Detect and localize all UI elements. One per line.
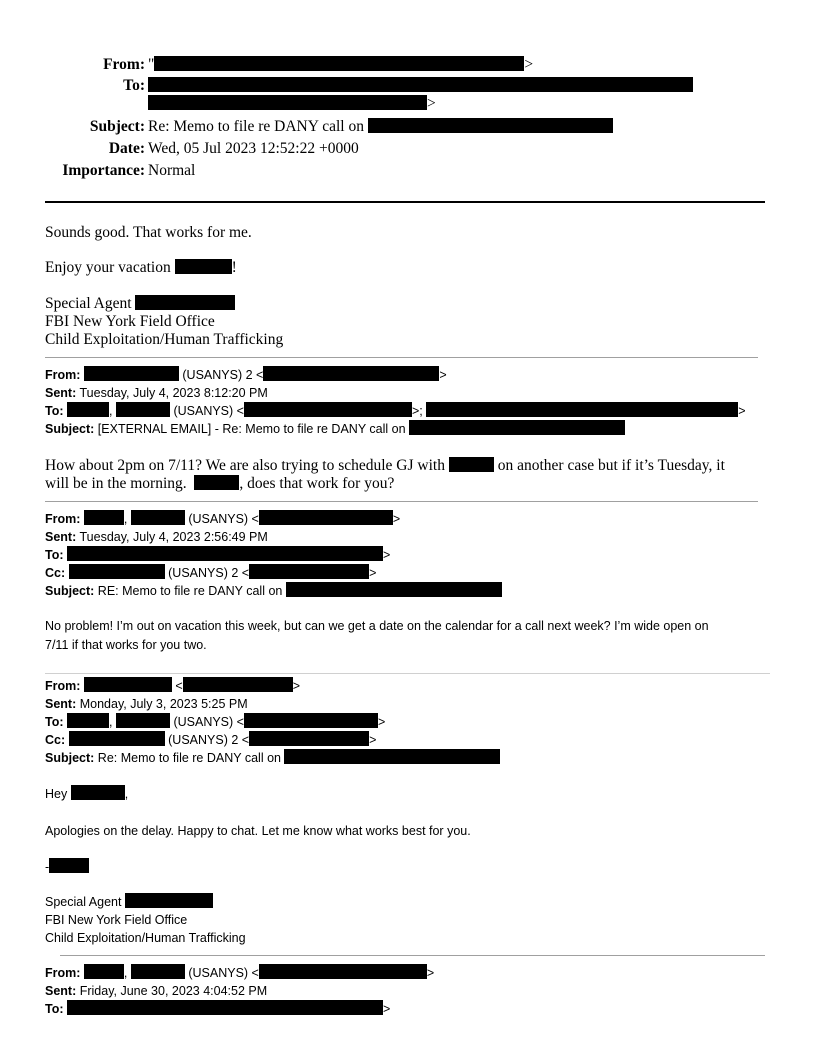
divider xyxy=(45,357,758,358)
comma: , xyxy=(123,512,128,526)
cc-label: Cc: xyxy=(45,566,66,580)
redaction xyxy=(148,77,693,92)
comma: , xyxy=(124,787,129,801)
cc-org: (USANYS) 2 < xyxy=(168,733,250,747)
to-org: (USANYS) < xyxy=(173,715,244,729)
msg3-from-row xyxy=(45,677,300,695)
sent-label: Sent: xyxy=(45,984,77,998)
msg2-sent-row xyxy=(45,528,268,546)
redaction xyxy=(131,964,185,979)
msg1-subject-row xyxy=(45,420,625,438)
gt: > xyxy=(369,566,377,580)
from-label: From: xyxy=(45,679,81,693)
redaction xyxy=(148,95,427,110)
date-label: Date: xyxy=(108,140,145,157)
to-label: To: xyxy=(45,1002,64,1016)
redaction xyxy=(284,749,500,764)
msg3-sig-title xyxy=(45,893,213,912)
dash: - xyxy=(45,860,50,874)
from-org: (USANYS) 2 < xyxy=(182,368,264,382)
msg3-greeting xyxy=(45,785,128,804)
reply-line-1: Sounds good. That works for me. xyxy=(45,224,252,241)
subject-label: Subject: xyxy=(89,118,145,135)
redaction xyxy=(67,402,109,417)
text: How about 2pm on 7/11? We are also trying to schedule GJ with xyxy=(45,457,445,474)
to-label: To: xyxy=(123,77,145,94)
msg2-body-line-2: 7/11 if that works for you two. xyxy=(45,638,207,652)
msg3-dash-line xyxy=(45,858,89,877)
msg1-from-row xyxy=(45,366,447,384)
importance-value: Normal xyxy=(148,162,196,179)
from-org: (USANYS) < xyxy=(188,512,259,526)
sig-title-text: Special Agent xyxy=(45,295,132,312)
msg3-subject-row xyxy=(45,749,500,767)
gt: > xyxy=(738,404,746,418)
comma: , xyxy=(123,966,128,980)
redaction xyxy=(249,564,369,579)
cc-org: (USANYS) 2 < xyxy=(168,566,250,580)
redaction xyxy=(259,964,427,979)
sent-label: Sent: xyxy=(45,386,77,400)
divider xyxy=(45,501,758,502)
redaction xyxy=(69,731,165,746)
msg2-cc-row xyxy=(45,564,376,582)
importance-label: Importance: xyxy=(62,162,145,179)
reply-sig-unit: Child Exploitation/Human Trafficking xyxy=(45,331,284,348)
gt: > xyxy=(383,548,391,562)
sent-value: Tuesday, July 4, 2023 2:56:49 PM xyxy=(79,530,268,544)
msg3-sent-row xyxy=(45,695,248,713)
redaction xyxy=(175,259,232,274)
redaction xyxy=(194,475,239,490)
redaction xyxy=(67,546,383,561)
header-divider xyxy=(45,201,765,203)
reply-sig-title xyxy=(45,295,235,313)
redaction xyxy=(183,677,293,692)
redaction xyxy=(368,118,613,133)
sent-value: Friday, June 30, 2023 4:04:52 PM xyxy=(79,984,268,998)
gt: > xyxy=(369,733,377,747)
redaction xyxy=(135,295,235,310)
text: , does that work for you? xyxy=(239,475,395,492)
comma: , xyxy=(109,715,113,729)
from-label: From: xyxy=(45,368,81,382)
subject-label: Subject: xyxy=(45,422,95,436)
redaction xyxy=(49,858,89,873)
subject-value: Re: Memo to file re DANY call on xyxy=(148,118,364,135)
subject-value: Re: Memo to file re DANY call on xyxy=(97,751,281,765)
redaction xyxy=(84,366,179,381)
sig-title-text: Special Agent xyxy=(45,895,122,909)
reply-sig-office: FBI New York Field Office xyxy=(45,313,215,330)
to-label: To: xyxy=(45,404,64,418)
redaction xyxy=(249,731,369,746)
greeting-text: Hey xyxy=(45,787,68,801)
reply-line-2 xyxy=(45,259,237,277)
reply-line-2-text: Enjoy your vacation xyxy=(45,259,171,276)
from-label: From: xyxy=(45,966,81,980)
comma: , xyxy=(109,404,113,418)
date-value: Wed, 05 Jul 2023 12:52:22 +0000 xyxy=(148,140,359,157)
text: on another case but if it’s Tuesday, it xyxy=(497,457,725,474)
msg4-from-row xyxy=(45,964,434,982)
from-org: (USANYS) < xyxy=(188,966,259,980)
lt: < xyxy=(175,679,183,693)
sent-label: Sent: xyxy=(45,697,77,711)
redaction xyxy=(116,402,170,417)
subject-value: RE: Memo to file re DANY call on xyxy=(97,584,283,598)
msg3-cc-row xyxy=(45,731,376,749)
from-label: From: xyxy=(45,512,81,526)
gt: > xyxy=(524,56,534,73)
redaction xyxy=(84,510,124,525)
divider xyxy=(60,955,765,956)
redaction xyxy=(67,1000,383,1015)
redaction xyxy=(84,677,172,692)
redaction xyxy=(449,457,494,472)
redaction xyxy=(426,402,738,417)
cc-label: Cc: xyxy=(45,733,66,747)
gt: > xyxy=(426,966,435,980)
gt: > xyxy=(439,368,447,382)
msg4-to-row xyxy=(45,1000,390,1018)
msg2-to-row xyxy=(45,546,390,564)
subject-label: Subject: xyxy=(45,751,95,765)
msg3-body-text: Apologies on the delay. Happy to chat. Let me know what works best for you. xyxy=(45,824,471,838)
redaction xyxy=(154,56,524,71)
redaction xyxy=(244,402,412,417)
msg2-body-line-1: No problem! I’m out on vacation this week, but can we get a date on the calendar for a call next week? I’m wide open on xyxy=(45,619,709,633)
divider xyxy=(45,673,770,674)
msg3-to-row xyxy=(45,713,385,731)
to-label: To: xyxy=(45,548,64,562)
gt: > xyxy=(392,512,401,526)
msg1-to-row xyxy=(45,402,746,420)
msg1-sent-row xyxy=(45,384,268,402)
redaction xyxy=(409,420,625,435)
msg2-from-row xyxy=(45,510,400,528)
msg2-subject-row xyxy=(45,582,502,600)
msg3-sig-unit: Child Exploitation/Human Trafficking xyxy=(45,931,246,945)
sent-value: Tuesday, July 4, 2023 8:12:20 PM xyxy=(79,386,268,400)
redaction xyxy=(116,713,170,728)
gt: > xyxy=(383,1002,391,1016)
to-label: To: xyxy=(45,715,64,729)
from-label: From: xyxy=(103,56,145,73)
msg1-body-line-1 xyxy=(45,457,725,475)
subject-label: Subject: xyxy=(45,584,95,598)
redaction xyxy=(263,366,439,381)
sent-label: Sent: xyxy=(45,530,77,544)
redaction xyxy=(244,713,378,728)
subject-value: [EXTERNAL EMAIL] - Re: Memo to file re DANY call on xyxy=(97,422,406,436)
to-org: (USANYS) < xyxy=(173,404,244,418)
to-separator: >; xyxy=(411,404,423,418)
exclamation: ! xyxy=(231,259,237,276)
msg4-sent-row xyxy=(45,982,267,1000)
redaction xyxy=(84,964,124,979)
from-quote: " xyxy=(148,56,155,73)
gt: > xyxy=(292,679,301,693)
sent-value: Monday, July 3, 2023 5:25 PM xyxy=(79,697,248,711)
redaction xyxy=(67,713,109,728)
redaction xyxy=(125,893,213,908)
redaction xyxy=(131,510,185,525)
text: will be in the morning. xyxy=(45,475,187,492)
redaction xyxy=(69,564,165,579)
msg3-sig-office: FBI New York Field Office xyxy=(45,913,188,927)
redaction xyxy=(71,785,125,800)
gt: > xyxy=(377,715,386,729)
redaction xyxy=(259,510,393,525)
redaction xyxy=(286,582,502,597)
gt: > xyxy=(427,95,436,112)
msg1-body-line-2 xyxy=(45,475,394,493)
